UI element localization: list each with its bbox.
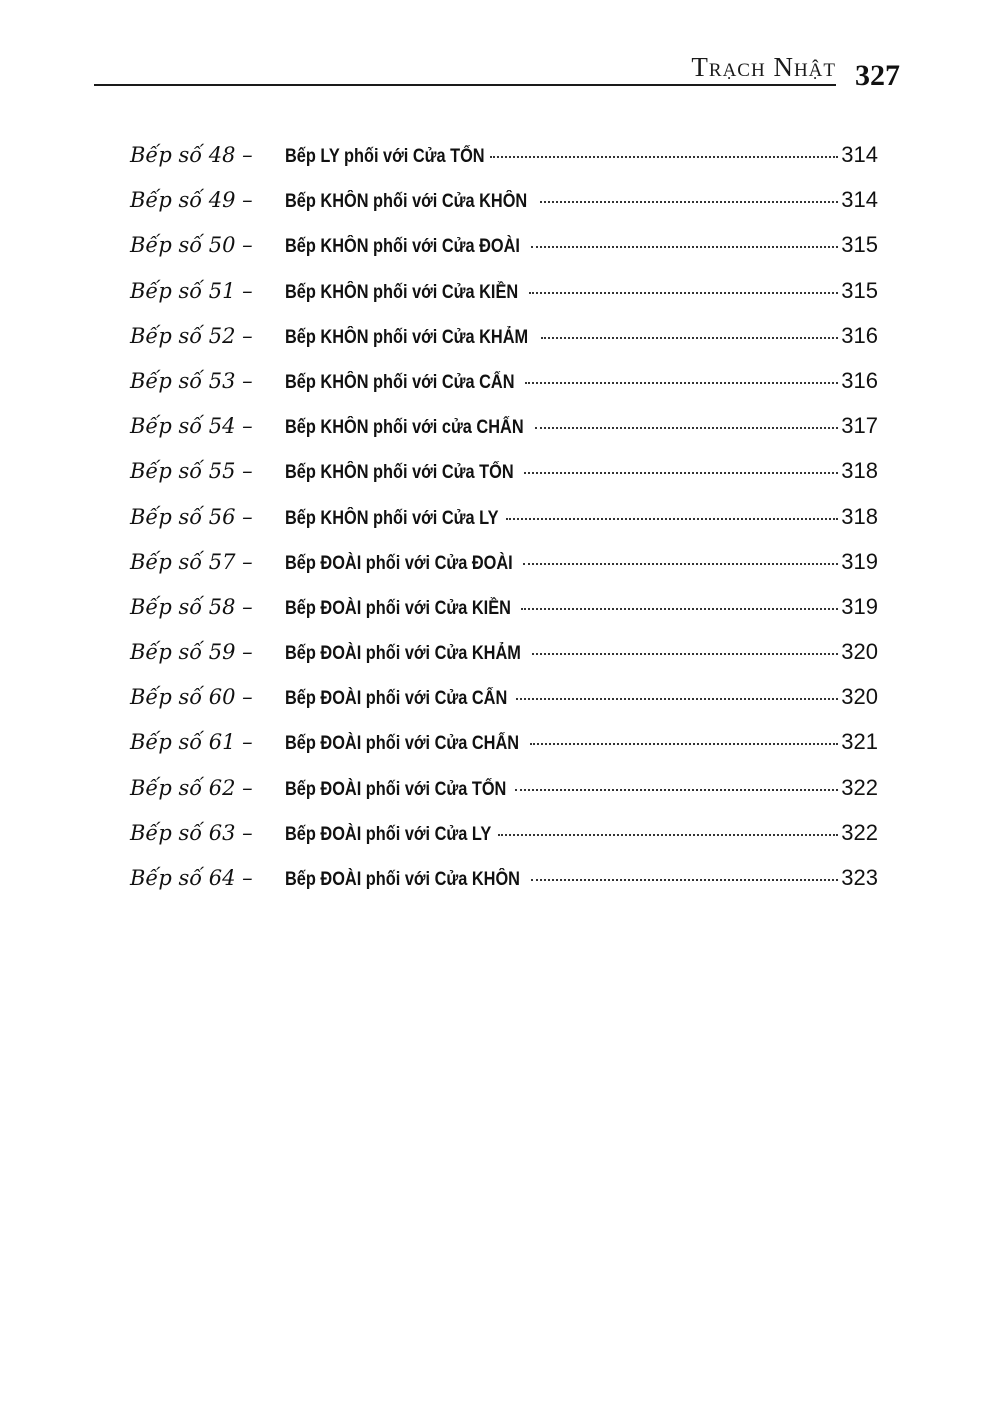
dot-leader	[525, 382, 838, 384]
entry-title: Bếp KHÔN phối với Cửa CẤN	[285, 371, 515, 393]
dot-leader	[515, 789, 838, 791]
entry-title: Bếp ĐOÀI phối với Cửa KIỀN	[285, 597, 511, 619]
dot-leader	[523, 563, 838, 565]
toc-entry[interactable]	[130, 594, 878, 639]
entry-page-number: 321	[841, 729, 878, 755]
table-of-contents	[130, 142, 878, 910]
entry-title: Bếp ĐOÀI phối với Cửa LY	[285, 823, 492, 845]
entry-page-number: 316	[841, 322, 878, 348]
dot-leader	[521, 608, 839, 610]
entry-page-number: 322	[841, 774, 878, 800]
entry-page-number: 316	[841, 367, 878, 393]
entry-label: Bếp số 48 –	[130, 143, 253, 167]
entry-page-number: 314	[841, 142, 878, 167]
dot-leader	[498, 834, 838, 836]
entry-title: Bếp ĐOÀI phối với Cửa CHẤN	[285, 733, 520, 755]
entry-label: Bếp số 58 –	[130, 594, 253, 619]
toc-entry[interactable]	[130, 865, 878, 910]
entry-page-number: 317	[841, 413, 878, 439]
entry-title: Bếp ĐOÀI phối với Cửa KHẢM	[285, 643, 521, 665]
entry-label: Bếp số 51 –	[130, 278, 253, 303]
entry-label: Bếp số 49 –	[130, 188, 253, 213]
toc-entry[interactable]	[130, 278, 878, 323]
page-header	[94, 44, 900, 104]
entry-page-number: 319	[841, 548, 878, 574]
entry-title: Bếp KHÔN phối với Cửa KIỀN	[285, 281, 519, 303]
entry-title: Bếp KHÔN phối với Cửa KHÔN	[285, 191, 528, 213]
entry-title: Bếp KHÔN phối với cửa CHẤN	[285, 417, 524, 439]
entry-title: Bếp ĐOÀI phối với Cửa TỐN	[285, 778, 507, 800]
entry-title: Bếp ĐOÀI phối với Cửa KHÔN	[285, 869, 520, 890]
toc-entry[interactable]	[130, 232, 878, 277]
toc-entry[interactable]	[130, 820, 878, 865]
entry-label: Bếp số 64 –	[130, 866, 253, 890]
toc-entry[interactable]	[130, 187, 878, 232]
dot-leader	[532, 653, 838, 655]
entry-title: Bếp ĐOÀI phối với Cửa CẤN	[285, 688, 508, 710]
entry-label: Bếp số 55 –	[130, 459, 253, 484]
dot-leader	[535, 427, 838, 429]
entry-label: Bếp số 57 –	[130, 549, 253, 574]
entry-label: Bếp số 50 –	[130, 233, 253, 258]
toc-entry[interactable]	[130, 142, 878, 187]
page-number: 327	[855, 59, 900, 92]
toc-entry[interactable]	[130, 684, 878, 729]
dot-leader	[530, 743, 838, 745]
dot-leader	[531, 879, 838, 881]
toc-entry[interactable]	[130, 549, 878, 594]
header-rule	[94, 84, 836, 86]
running-title: Trạch Nhật	[691, 52, 836, 82]
entry-page-number: 314	[841, 187, 878, 213]
entry-page-number: 320	[841, 639, 878, 665]
toc-entry[interactable]	[130, 504, 878, 549]
dot-leader	[524, 472, 838, 474]
toc-entry[interactable]	[130, 413, 878, 458]
toc-entry[interactable]	[130, 368, 878, 413]
entry-page-number: 318	[841, 458, 878, 484]
dot-leader	[541, 337, 839, 339]
toc-entry[interactable]	[130, 458, 878, 503]
toc-entry[interactable]	[130, 323, 878, 368]
entry-title: Bếp KHÔN phối với Cửa ĐOÀI	[285, 236, 520, 258]
entry-title: Bếp KHÔN phối với Cửa KHẢM	[285, 326, 529, 348]
toc-entry[interactable]	[130, 639, 878, 684]
entry-label: Bếp số 60 –	[130, 685, 253, 710]
dot-leader	[506, 518, 838, 520]
dot-leader	[490, 156, 838, 158]
entry-page-number: 320	[841, 684, 878, 710]
entry-page-number: 318	[841, 503, 878, 529]
entry-label: Bếp số 62 –	[130, 775, 253, 800]
entry-label: Bếp số 63 –	[130, 820, 253, 845]
entry-title: Bếp KHÔN phối với Cửa LY	[285, 507, 499, 529]
entry-label: Bếp số 56 –	[130, 504, 253, 529]
dot-leader	[529, 292, 838, 294]
entry-page-number: 319	[841, 593, 878, 619]
entry-label: Bếp số 52 –	[130, 323, 253, 348]
toc-entry[interactable]	[130, 729, 878, 774]
entry-page-number: 322	[841, 819, 878, 845]
entry-label: Bếp số 61 –	[130, 730, 253, 755]
entry-title: Bếp KHÔN phối với Cửa TỐN	[285, 462, 514, 484]
entry-title: Bếp LY phối với Cửa TỐN	[285, 146, 485, 167]
entry-label: Bếp số 59 –	[130, 640, 253, 665]
toc-entry[interactable]	[130, 775, 878, 820]
dot-leader	[531, 246, 838, 248]
dot-leader	[516, 698, 838, 700]
entry-label: Bếp số 53 –	[130, 368, 253, 393]
entry-title: Bếp ĐOÀI phối với Cửa ĐOÀI	[285, 552, 513, 574]
entry-page-number: 323	[841, 865, 878, 890]
entry-page-number: 315	[841, 232, 878, 258]
dot-leader	[540, 201, 839, 203]
entry-page-number: 315	[841, 277, 878, 303]
entry-label: Bếp số 54 –	[130, 414, 253, 439]
